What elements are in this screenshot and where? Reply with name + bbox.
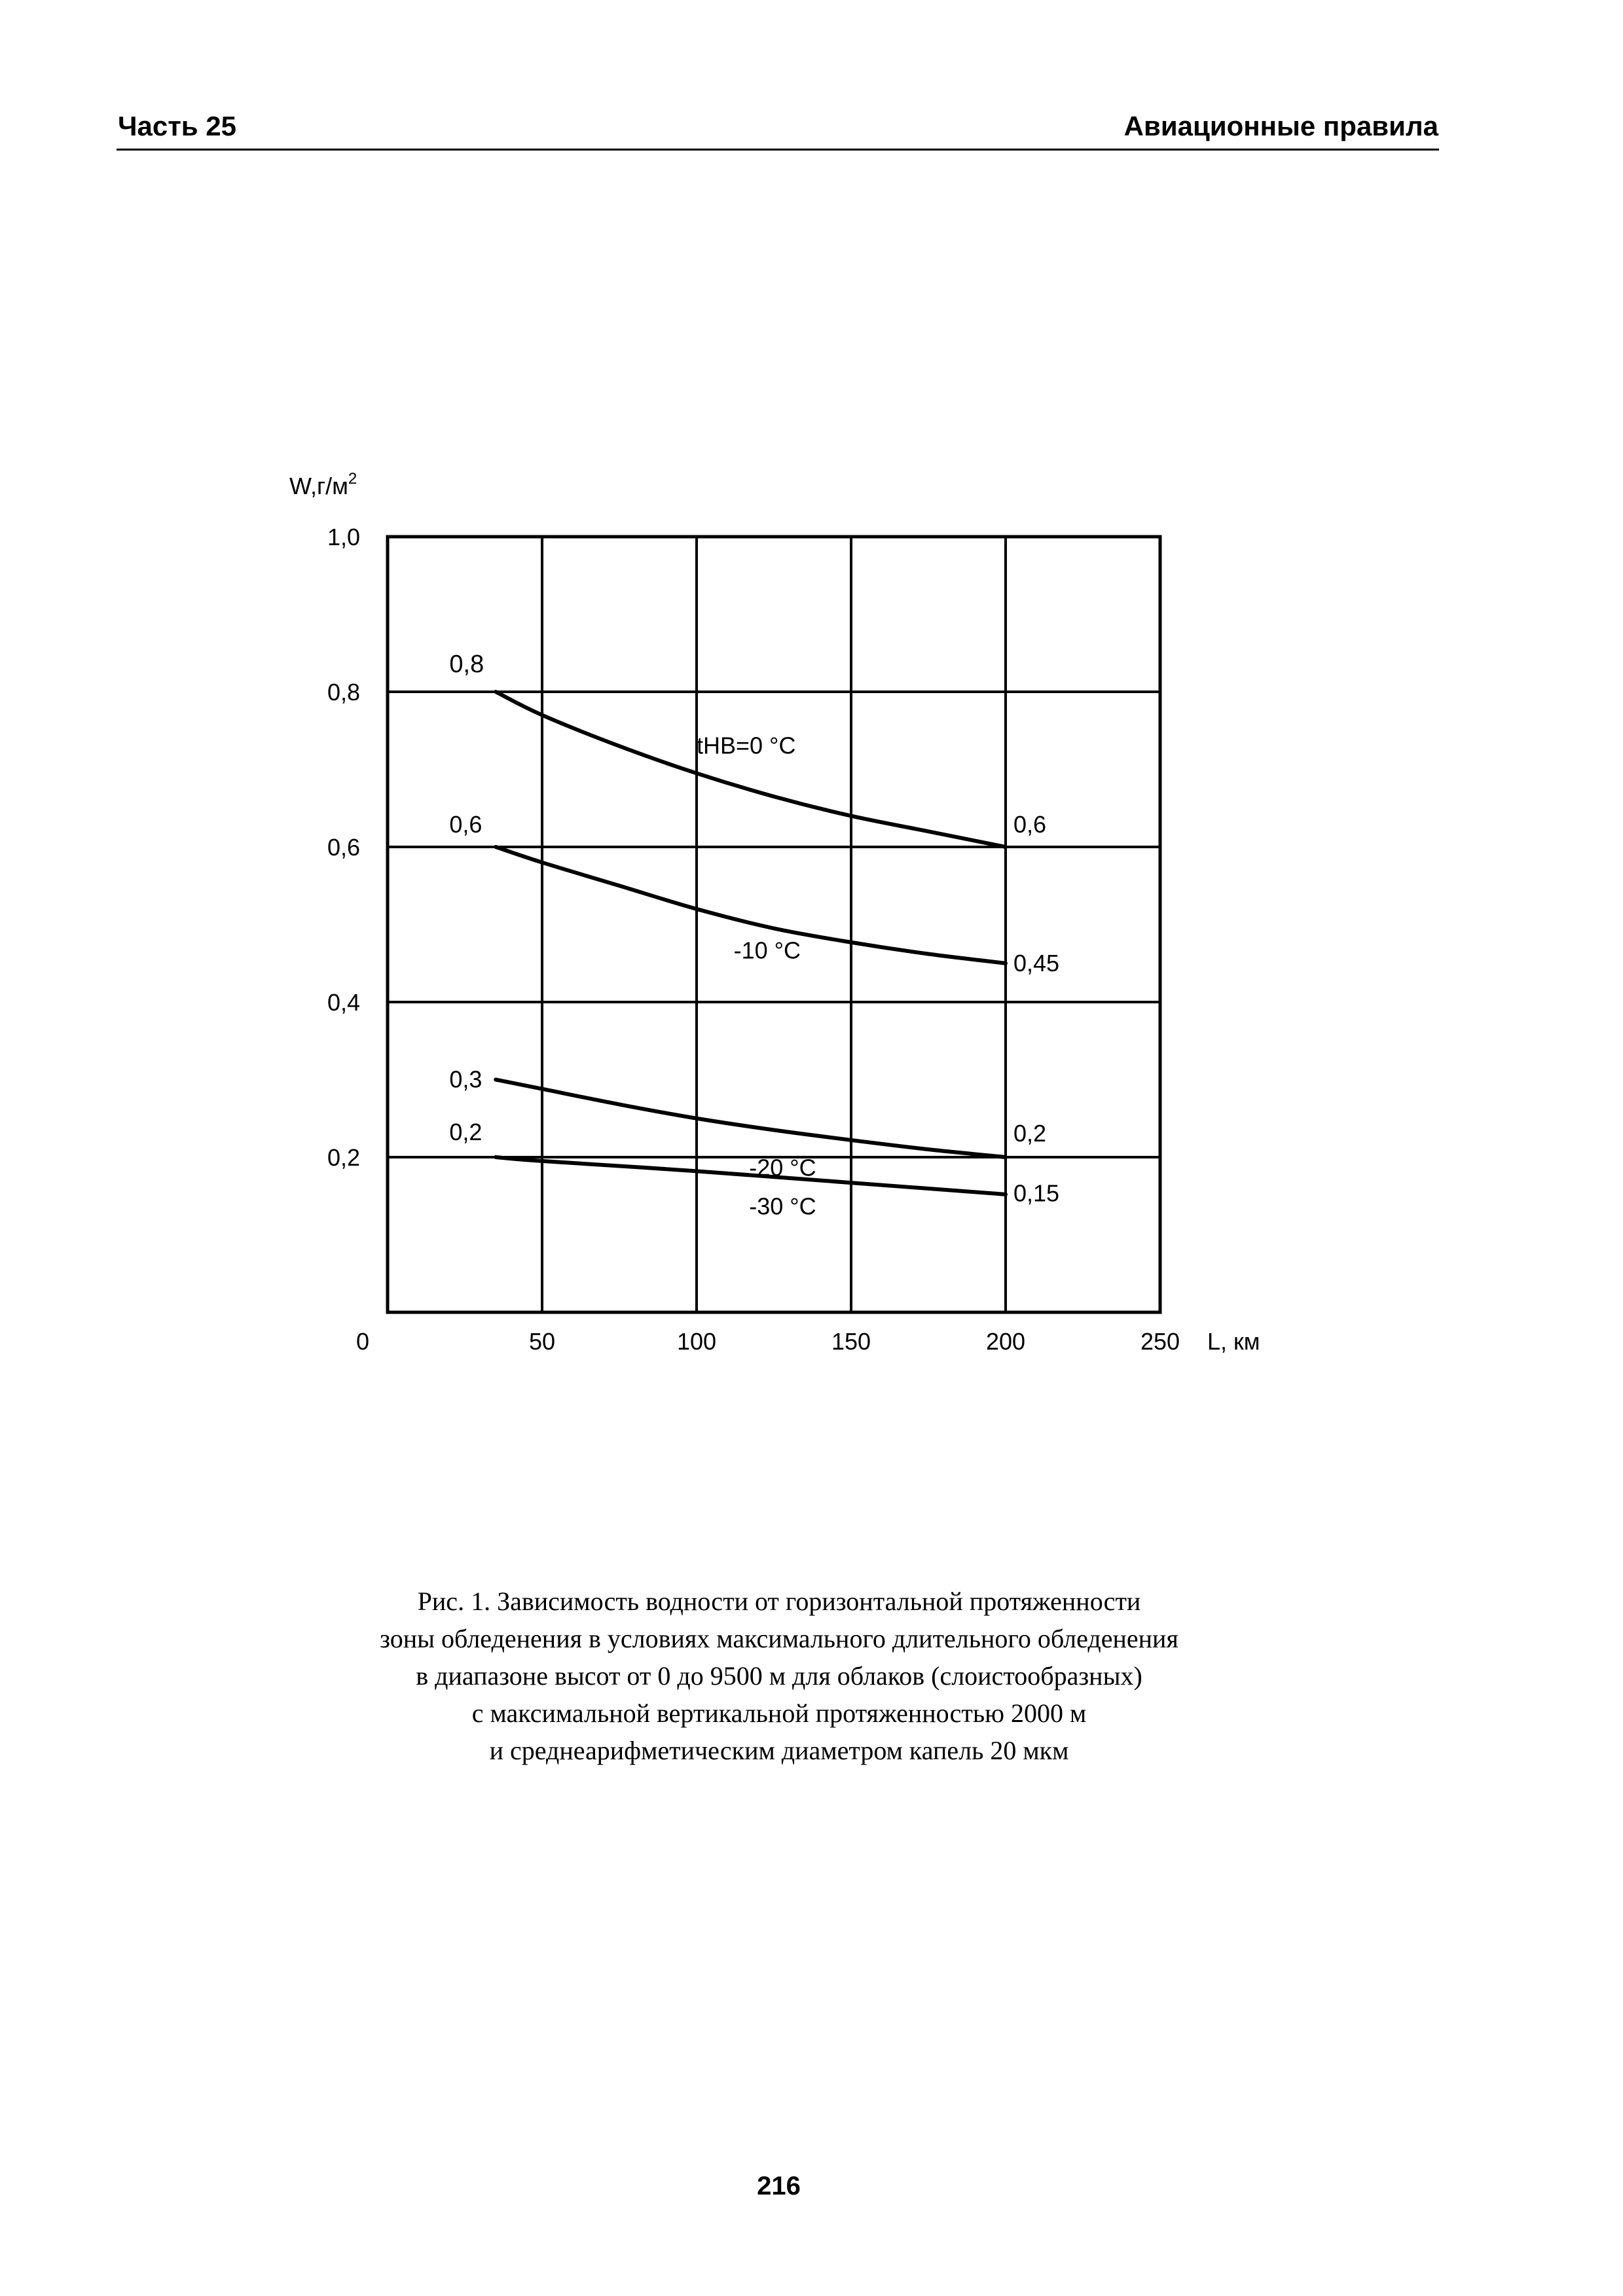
x-tick-label: 250 bbox=[1140, 1328, 1180, 1355]
figure-caption bbox=[262, 1583, 1296, 1769]
series-start-label: 0,8 bbox=[449, 651, 484, 678]
page-number: 216 bbox=[757, 2172, 801, 2200]
y-tick-label: 0,8 bbox=[327, 679, 360, 706]
series-start-label: 0,3 bbox=[449, 1066, 483, 1093]
caption-line: зоны обледенения в условиях максимального длительного обледенения bbox=[380, 1624, 1178, 1653]
series-name-label: tНВ=0 °С bbox=[697, 732, 796, 759]
x-tick-label: 0 bbox=[356, 1328, 370, 1355]
y-tick-label: 0,6 bbox=[327, 834, 360, 861]
series-line bbox=[496, 692, 1006, 847]
caption-line: в диапазоне высот от 0 до 9500 м для облаков (слоистообразных) bbox=[416, 1661, 1142, 1691]
series-name-label: -10 °С bbox=[733, 937, 801, 964]
x-axis-label: L, км bbox=[1207, 1328, 1260, 1355]
header-title: Авиационные правила bbox=[1123, 111, 1438, 141]
y-axis-label: $W,г/м^2$ bbox=[289, 470, 357, 499]
x-tick-label: 50 bbox=[528, 1328, 556, 1355]
caption-line: Рис. 1. Зависимость водности от горизонтальной протяженности bbox=[417, 1587, 1141, 1616]
x-tick-label: 200 bbox=[985, 1328, 1026, 1355]
series-line bbox=[496, 1080, 1006, 1158]
series-name-label: -20 °С bbox=[749, 1154, 816, 1181]
y-tick-label: 1,0 bbox=[327, 524, 360, 550]
series-name-label: -30 °С bbox=[749, 1193, 816, 1220]
caption-line: с максимальной вертикальной протяженностью 2000 м bbox=[471, 1698, 1087, 1728]
caption-line: и среднеарифметическим диаметром капель 20 мкм bbox=[489, 1736, 1069, 1765]
x-tick-label: 100 bbox=[676, 1328, 717, 1355]
series-end-label: 0,6 bbox=[1013, 811, 1047, 838]
header-part: Часть 25 bbox=[118, 111, 237, 141]
series-end-label: 0,2 bbox=[1013, 1120, 1047, 1147]
series-end-label: 0,45 bbox=[1013, 949, 1060, 977]
y-tick-label: 0,4 bbox=[327, 989, 360, 1016]
series-start-label: 0,6 bbox=[449, 811, 483, 838]
x-tick-label: 150 bbox=[831, 1328, 871, 1355]
series-start-label: 0,2 bbox=[449, 1119, 483, 1145]
y-tick-label: 0,2 bbox=[327, 1144, 360, 1171]
series-end-label: 0,15 bbox=[1013, 1179, 1060, 1207]
